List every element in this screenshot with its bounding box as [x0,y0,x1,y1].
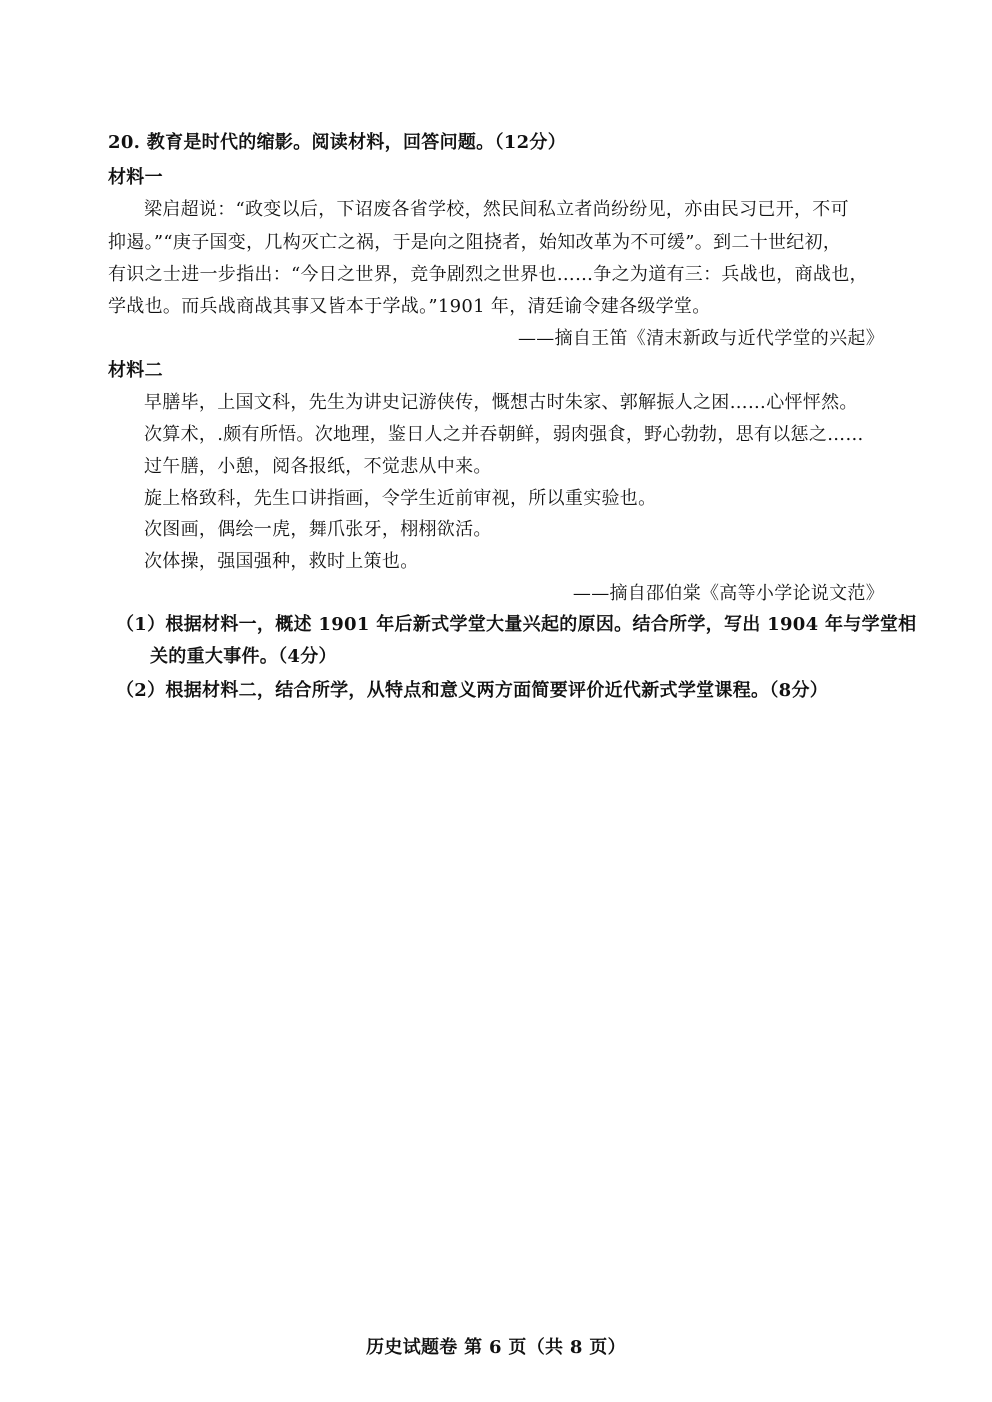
subquestion-1: （1）根据材料一，概述 1901 年后新式学堂大量兴起的原因。结合所学，写出 1904 年与学堂相 [116,614,917,635]
material-1-title: 材料一 [108,167,163,188]
page-footer: 历史试题卷 第 6 页（共 8 页） [366,1337,626,1358]
material-2-line: 早膳毕，上国文科，先生为讲史记游侠传，慨想古时朱家、郭解振人之困……心怦怦然。 [144,392,858,413]
subquestion-1-continued: 关的重大事件。（4分） [150,646,337,667]
material-2-line: 旋上格致科，先生口讲指画，令学生近前审视，所以重实验也。 [144,488,657,509]
material-2-line: 次算术，.颇有所悟。次地理，鉴日人之并吞朝鲜，弱肉强食，野心勃勃，思有以惩之…… [144,424,864,445]
subquestion-2: （2）根据材料二，结合所学，从特点和意义两方面简要评价近代新式学堂课程。（8分） [116,680,829,701]
material-2-line: 次图画，偶绘一虎，舞爪张牙，栩栩欲活。 [144,519,492,540]
material-1-line: 抑遏。”“庚子国变，几构灭亡之祸，于是向之阻挠者，始知改革为不可缓”。到二十世纪初， [108,232,842,253]
material-1-line: 梁启超说：“政变以后，下诏废各省学校，然民间私立者尚纷纷见，亦由民习已开，不可 [144,199,849,220]
material-2-title: 材料二 [108,360,163,381]
material-2-line: 过午膳，小憩，阅各报纸，不觉悲从中来。 [144,456,492,477]
material-1-source: ——摘自王笛《清末新政与近代学堂的兴起》 [518,328,884,349]
material-1-line: 有识之士进一步指出：“今日之世界，竞争剧烈之世界也……争之为道有三：兵战也，商战也， [108,264,868,285]
material-2-line: 次体操，强国强种，救时上策也。 [144,551,419,572]
material-2-source: ——摘自邵伯棠《高等小学论说文范》 [572,583,884,604]
material-1-line: 学战也。而兵战商战其事又皆本于学战。”1901 年，清廷谕令建各级学堂。 [108,296,711,317]
question-header: 20. 教育是时代的缩影。阅读材料，回答问题。（12分） [108,132,567,153]
